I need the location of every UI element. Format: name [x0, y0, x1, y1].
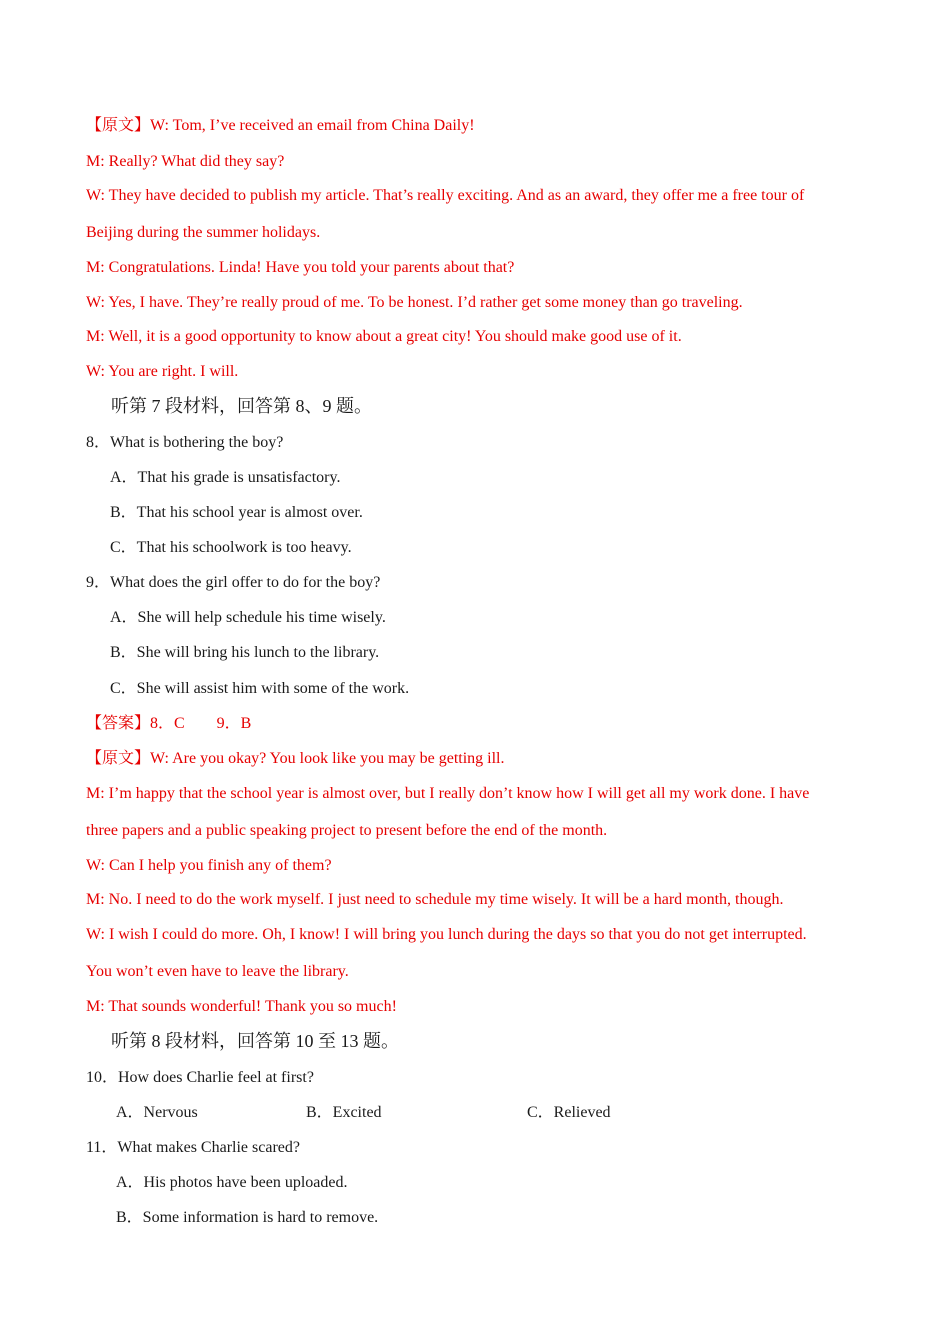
transcript-line: W: Can I help you finish any of them? — [86, 857, 332, 874]
option-10b: B．Excited — [306, 1104, 382, 1121]
yuanwen-label: 【原文】 — [86, 750, 151, 767]
transcript-line: W: You are right. I will. — [86, 363, 239, 380]
transcript-line: three papers and a public speaking project to present before the end of the month. — [86, 822, 608, 839]
transcript-line: M: Well, it is a good opportunity to know about a great city! You should make good use of it. — [86, 328, 682, 345]
option-8b: B．That his school year is almost over. — [110, 504, 363, 521]
transcript-line: M: Congratulations. Linda! Have you told your parents about that? — [86, 259, 515, 276]
question-9: 9．What does the girl offer to do for the boy? — [86, 574, 381, 591]
option-10c: C．Relieved — [527, 1104, 611, 1121]
transcript-line: M: That sounds wonderful! Thank you so much! — [86, 998, 397, 1015]
transcript-line: You won’t even have to leave the library. — [86, 963, 349, 980]
yuanwen-label: 【原文】 — [86, 117, 151, 134]
transcript-line: Beijing during the summer holidays. — [86, 224, 321, 241]
question-11: 11．What makes Charlie scared? — [86, 1139, 300, 1156]
section-heading: 听第 8 段材料，回答第 10 至 13 题。 — [111, 1031, 399, 1051]
transcript-line: W: They have decided to publish my article. That’s really exciting. And as an award, they offer me a free tour of — [86, 187, 805, 204]
option-10a: A．Nervous — [116, 1104, 198, 1121]
transcript-line: 【原文】W: Tom, I’ve received an email from China Daily! — [86, 117, 475, 134]
transcript-line: M: Really? What did they say? — [86, 153, 285, 170]
question-8: 8．What is bothering the boy? — [86, 434, 284, 451]
option-8a: A．That his grade is unsatisfactory. — [110, 469, 341, 486]
transcript-line: M: No. I need to do the work myself. I just need to schedule my time wisely. It will be a hard month, though. — [86, 891, 784, 908]
option-9c: C．She will assist him with some of the work. — [110, 680, 410, 697]
section-heading: 听第 7 段材料，回答第 8、9 题。 — [111, 396, 372, 416]
transcript-line: M: I’m happy that the school year is almost over, but I really don’t know how I will get all my work done. I have — [86, 785, 810, 802]
option-9a: A．She will help schedule his time wisely. — [110, 609, 386, 626]
transcript-line: W: Yes, I have. They’re really proud of me. To be honest. I’d rather get some money than go traveling. — [86, 294, 743, 311]
option-9b: B．She will bring his lunch to the library. — [110, 644, 380, 661]
question-10: 10．How does Charlie feel at first? — [86, 1069, 314, 1086]
option-11b: B．Some information is hard to remove. — [116, 1209, 379, 1226]
transcript-line: W: I wish I could do more. Oh, I know! I will bring you lunch during the days so that you do not get interrupted. — [86, 926, 807, 943]
transcript-line: 【原文】W: Are you okay? You look like you may be getting ill. — [86, 750, 505, 767]
answer-line: 【答案】8．C 9．B — [86, 715, 252, 732]
option-11a: A．His photos have been uploaded. — [116, 1174, 348, 1191]
option-8c: C．That his schoolwork is too heavy. — [110, 539, 352, 556]
